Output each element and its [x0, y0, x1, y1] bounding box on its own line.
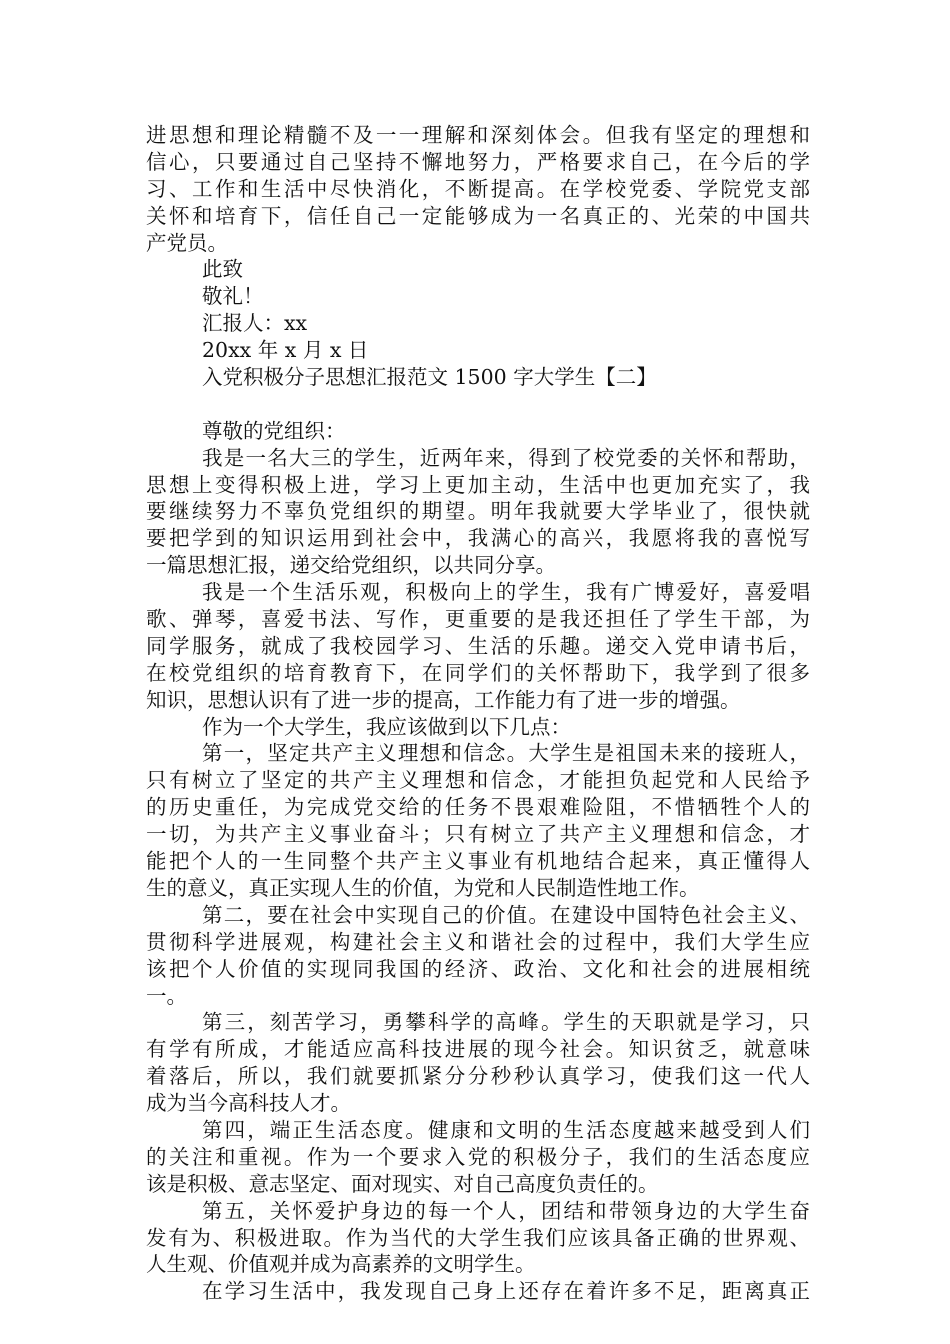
text-line: 有学有所成，才能适应高科技进展的现今社会。知识贫乏，就意味	[146, 1037, 810, 1062]
text-line: 能把个人的一生同整个共产主义事业有机地结合起来，真正懂得人	[146, 849, 810, 874]
text-line: 敬礼！	[202, 284, 264, 309]
text-line: 要把学到的知识运用到社会中，我满心的高兴，我愿将我的喜悦写	[146, 526, 810, 551]
text-line: 关怀和培育下，信任自己一定能够成为一名真正的、光荣的中国共	[146, 203, 810, 228]
text-line: 习、工作和生活中尽快消化，不断提高。在学校党委、学院党支部	[146, 176, 810, 201]
text-line: 歌、弹琴，喜爱书法、写作，更重要的是我还担任了学生干部，为	[146, 607, 810, 632]
text-line: 成为当今高科技人才。	[146, 1091, 351, 1116]
text-line: 我是一个生活乐观，积极向上的学生，我有广博爱好，喜爱唱	[202, 580, 810, 605]
blank-line	[146, 391, 810, 418]
text-line: 贯彻科学进展观，构建社会主义和谐社会的过程中，我们大学生应	[146, 929, 810, 954]
document-body	[146, 122, 810, 1305]
text-line: 产党员。	[146, 230, 228, 255]
text-line: 该是积极、意志坚定、面对现实、对自己高度负责任的。	[146, 1171, 659, 1196]
text-line: 一篇思想汇报，递交给党组织，以共同分享。	[146, 553, 556, 578]
text-line: 尊敬的党组织：	[202, 418, 346, 443]
text-line: 第一，坚定共产主义理想和信念。大学生是祖国未来的接班人，	[202, 741, 810, 766]
text-line: 的历史重任，为完成党交给的任务不畏艰难险阻，不惜牺牲个人的	[146, 795, 810, 820]
text-line: 在校党组织的培育教育下，在同学们的关怀帮助下，我学到了很多	[146, 660, 810, 685]
text-line: 在学习生活中，我发现自己身上还存在着许多不足，距离真正	[202, 1279, 810, 1304]
text-line: 着落后，所以，我们就要抓紧分分秒秒认真学习，使我们这一代人	[146, 1064, 810, 1089]
text-line: 只有树立了坚定的共产主义理想和信念，才能担负起党和人民给予	[146, 768, 810, 793]
text-line: 的关注和重视。作为一个要求入党的积极分子，我们的生活态度应	[146, 1144, 810, 1169]
text-line: 第三，刻苦学习，勇攀科学的高峰。学生的天职就是学习，只	[202, 1010, 810, 1035]
text-line: 一切，为共产主义事业奋斗；只有树立了共产主义理想和信念，才	[146, 822, 810, 847]
text-line: 同学服务，就成了我校园学习、生活的乐趣。递交入党申请书后，	[146, 633, 810, 658]
text-line: 汇报人：xx	[202, 311, 308, 336]
text-line: 信心，只要通过自己坚持不懈地努力，严格要求自己，在今后的学	[146, 149, 810, 174]
text-line: 作为一个大学生，我应该做到以下几点：	[202, 714, 571, 739]
text-line: 发有为、积极进取。作为当代的大学生我们应该具备正确的世界观、	[146, 1225, 810, 1250]
text-line: 一。	[146, 983, 187, 1008]
text-line: 我是一名大三的学生，近两年来，得到了校党委的关怀和帮助，	[202, 445, 810, 470]
text-line: 知识，思想认识有了进一步的提高，工作能力有了进一步的增强。	[146, 687, 741, 712]
text-line: 入党积极分子思想汇报范文 1500 字大学生【二】	[202, 365, 657, 390]
text-line: 进思想和理论精髓不及一一理解和深刻体会。但我有坚定的理想和	[146, 123, 810, 147]
text-line: 此致	[202, 257, 243, 282]
text-line: 生的意义，真正实现人生的价值，为党和人民制造性地工作。	[146, 875, 700, 900]
text-line: 第二，要在社会中实现自己的价值。在建设中国特色社会主义、	[202, 902, 810, 927]
text-line: 第五，关怀爱护身边的每一个人，团结和带领身边的大学生奋	[202, 1198, 810, 1223]
text-line: 思想上变得积极上进，学习上更加主动，生活中也更加充实了，我	[146, 472, 810, 497]
text-line: 20xx 年 x 月 x 日	[202, 338, 369, 363]
text-line: 要继续努力不辜负党组织的期望。明年我就要大学毕业了，很快就	[146, 499, 810, 524]
text-line: 人生观、价值观并成为高素养的文明学生。	[146, 1252, 536, 1277]
text-line: 第四，端正生活态度。健康和文明的生活态度越来越受到人们	[202, 1117, 810, 1142]
text-line: 该把个人价值的实现同我国的经济、政治、文化和社会的进展相统	[146, 956, 810, 981]
